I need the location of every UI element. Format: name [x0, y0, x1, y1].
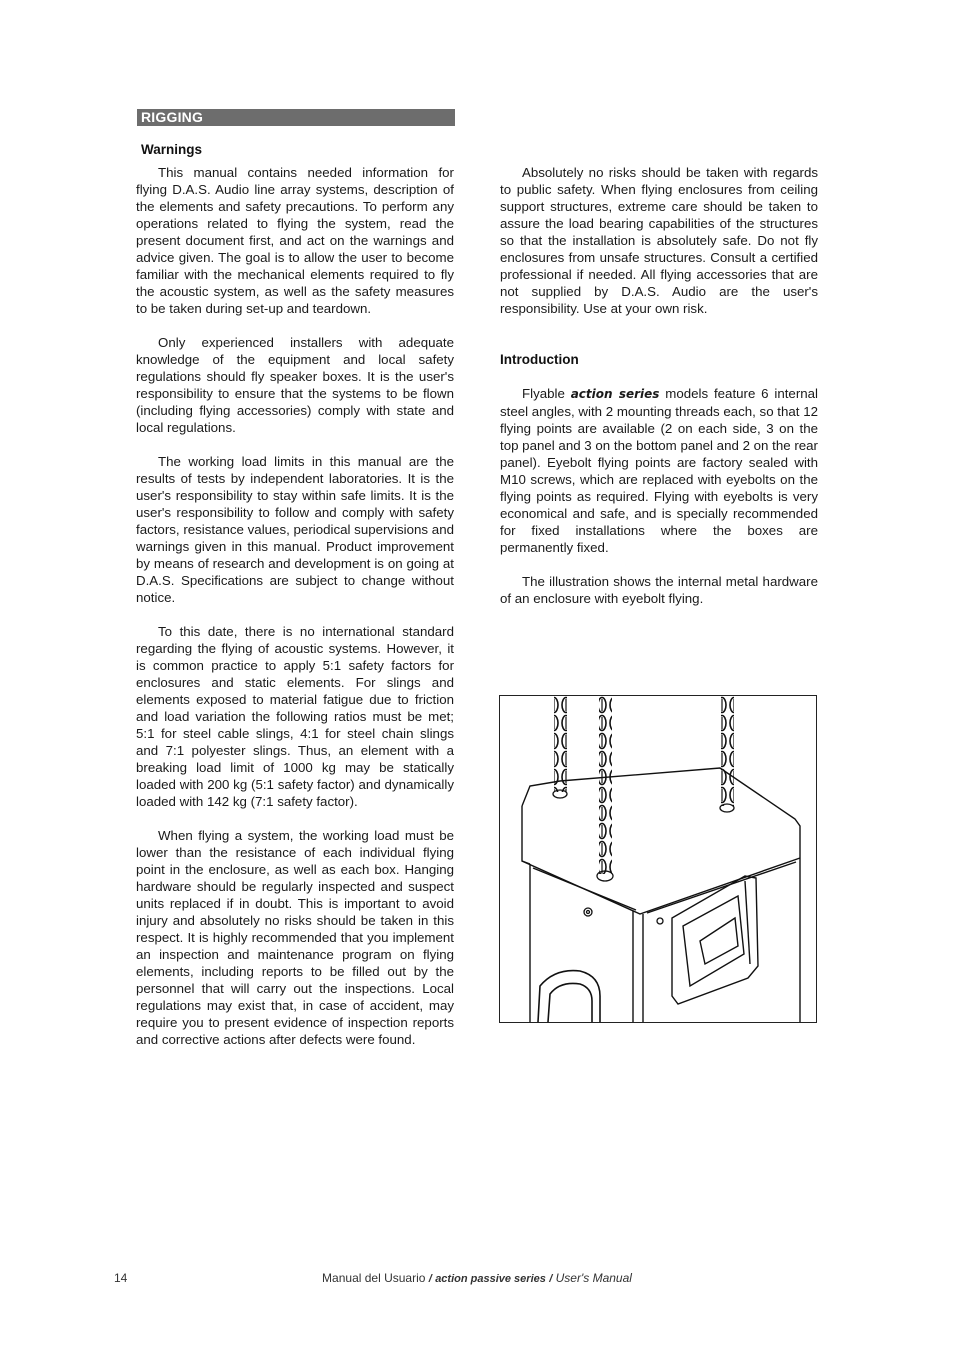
right-column — [500, 164, 818, 334]
footer-left-text: Manual del Usuario — [322, 1271, 426, 1285]
handle-recess — [538, 971, 600, 1022]
introduction-heading: Introduction — [500, 352, 579, 367]
warnings-heading: Warnings — [141, 142, 203, 157]
chain-left — [554, 696, 567, 792]
chain-center — [599, 696, 612, 874]
enclosure-eyebolt-illustration — [499, 695, 817, 1023]
eyebolt-fittings — [553, 790, 734, 924]
intro-paragraph-2: The illustration shows the internal metal hardware of an enclosure with eyebolt flying. — [500, 574, 818, 606]
footer-series: action passive series — [435, 1273, 546, 1285]
intro-paragraph-1: Flyable action series models feature 6 internal steel angles, with 2 mounting threads each, so that 12 flying points are available (2 on each side, 3 on the top panel and 3 on the bottom panel and 2 on the rear panel). Eyebolt flying points are factory sealed with M10 screws, which are replaced with eyebolts on the flying points as required. Flying with eyebolts is very economical and safe, and is specially recommended for fixed installations where the boxes are permanently fixed. — [500, 386, 818, 555]
horn-mouth — [672, 876, 758, 1004]
page-number: 14 — [114, 1271, 128, 1285]
introduction-body — [500, 385, 818, 624]
footer-right-text: User's Manual — [555, 1271, 632, 1285]
footer-title: Manual del Usuario / action passive series / User's Manual — [322, 1271, 632, 1285]
speaker-enclosure-drawing — [500, 696, 816, 1022]
left-column — [136, 164, 454, 1065]
warnings-paragraph: This manual contains needed information for flying D.A.S. Audio line array systems, description of the elements and safety precautions. To perform any operations related to flying the system, read the present document first, and act on the warnings and advice given. The goal is to allow the user to become familiar with the mechanical elements required to fly the acoustic system, as well as the safety measures to be taken during set-up and teardown. — [136, 165, 454, 316]
warnings-paragraph: Only experienced installers with adequate knowledge of the equipment and local safety regulations should fly speaker boxes. It is the user's responsibility to ensure that the systems to be flown (including flying accessories) comply with state and local regulations. — [136, 335, 454, 435]
warnings-paragraph: When flying a system, the working load must be lower than the resistance of each individual flying point in the enclosure, as well as each box. Hanging hardware should be regularly inspected and suspect units replaced if in doubt. This is important to avoid injury and absolutely no risks should be taken in this respect. It is highly recommended that you implement an inspection and maintenance program on flying elements, including reports to be filled out by the personnel that will carry out the inspections. Local regulations may exist that, in case of accident, may require you to present evidence of inspection reports and corrective actions after defects were found. — [136, 828, 454, 1047]
warnings-paragraph: To this date, there is no international standard regarding the flying of acoustic systems. However, it is common practice to apply 5:1 safety factors for enclosures and static elements. For slings and elements exposed to material fatigue due to friction and load variation the following ratios must be met; 5:1 for steel cable slings, 4:1 for steel chain slings and 7:1 polyester slings. Thus, an element with a breaking load limit of 1000 kg may be statically loaded with 200 kg (5:1 safety factor) and dynamically loaded with 142 kg (7:1 safety factor). — [136, 624, 454, 809]
series-name: action series — [570, 387, 660, 401]
section-title-bar: RIGGING — [137, 109, 455, 126]
warnings-paragraph: The working load limits in this manual are the results of tests by independent laboratories. It is the user's responsibility to stay within safe limits. It is the user's responsibility to follow and comply with safety factors, resistance values, periodical supervisions and warnings given in this manual. Product improvement by means of research and development is on going at D.A.S. Specifications are subject to change without notice. — [136, 454, 454, 605]
chain-right — [721, 696, 734, 806]
safety-paragraph: Absolutely no risks should be taken with regards to public safety. When flying enclosures from ceiling support structures, extreme care should be taken to assure the load bearing capabilities of the structures so that the installation is absolutely safe. Do not fly enclosures from unsafe structures. Consult a certified professional if needed. All flying accessories that are not supplied by D.A.S. Audio are the user's responsibility. Use at your own risk. — [500, 165, 818, 316]
